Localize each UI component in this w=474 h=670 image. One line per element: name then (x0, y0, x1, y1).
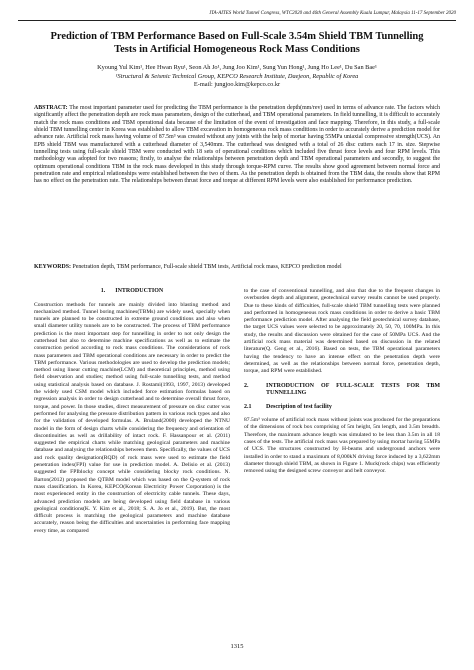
introduction-continued-paragraph: to the case of conventional tunnelling, and also that due to the frequent changes in overburden depth and alignment, geotechnical survey results cannot be used properly. Due to these kinds of difficulties, full-scale shield TBM tunnelling tests were planned and performed in homogeneous rock mass conditions in order to derive a basic TBM performance prediction model. After analysing the field geotechnical survey database, the target UCS values were selected to be approximately 20, 50, 70, 100MPa. In this study, the results and discussion were obtained for the case of 50MPa UCS. And the artificial rock mass material was determined based on discussion in the related literature(Q. Geng et al., 2016). Based on tests, the TBM operational parameters having the tendency to have an intense effect on the penetration depth were determined, as well as the relationships between normal force, penetration depth, torque, and RPM were established. (244, 288, 440, 375)
subsection-heading-test-facility (244, 404, 440, 412)
section-heading-introduction (34, 288, 230, 296)
introduction-paragraph: Construction methods for tunnels are mainly divided into blasting method and mechanized method. Tunnel boring machines(TBMs) are widely used, specially when tunnels are planned to be constructed in extreme ground conditions and also when small diameter utility tunnels are to be constructed. The process of TBM performance prediction is the most important step for tunnelling in order to not only design the cutterhead but also to determine machine specifications as well as to estimate the construction period according to rock mass conditions. The considerations of rock mass parameters and TBM operational conditions are necessary in order to predict the TBM performance. Various methodologies are used to develop the prediction models; method using linear cutting machine(LCM) and theoretical principles, method using field observation and studies; method using full-scale tunnelling tests, and method using statistical analysis based on database. J. Rostami(1993, 1997, 2013) developed the widely used CSM model which included force estimation formulas based on regression analysis in order to design cutterhead and to determine overall thrust force, torque, and power. In those studies, direct measurement of pressure on disc cutter was performed for analysing the pressure distribution pattern in various rock types and also for the validation of developed formulas. A. Bruland(2000) developed the NTNU model in the form of design charts while considering the frequency and orientation of discontinuities as well as drillability of intact rock. F. Hassanpour et al. (2011) suggested the empirical charts while matching geological parameters and machine database and analysing the relationships between them. Specifically, the values of UCS and rock quality designation(RQD) of rock mass were used to estimate the field penetration index(FPI) value for use in prediction model. A. Delisio et al. (2013) suggested the FPIblocky concept while considering blocky rock conditions. N. Barton(2012) proposed the QTBM model which was based on the Q-system of rock mass classification. In Korea, KEPCO(Korean Electricity Power Corporation) is the most experienced entity in the construction of electricity cable tunnels. These days, advanced prediction models are being developed using field database in various geological conditions(K. Y. Kim et al., 2018; S. A. Jo et al., 2019). But, the most difficult process is matching the geological parameters and machine database accurately, reason being the difficulties and uncertainties in performing face mapping every time, as compared (34, 301, 230, 534)
subsection-number: 2.1 (244, 403, 252, 410)
section-heading-full-scale-tests (244, 383, 440, 398)
keywords-text: Penetration depth, TBM performance, Full-scale shield TBM tests, Artificial rock mass, KEPCO prediction model (72, 264, 342, 270)
left-column (34, 288, 230, 542)
section-title: INTRODUCTION OF FULL-SCALE TESTS FOR TBM TUNNELLING (266, 382, 440, 397)
author-list: Kyoung Yul Kim¹, Hee Hwan Ryu¹, Seon Ah Jo¹, Jung Joo Kim¹, Sung Yun Hong¹, Jung Ho Lee¹, Du San Bae¹ (97, 64, 377, 71)
contact-email: E-mail: jungjoo.kim@kepco.co.kr (193, 81, 281, 88)
paper-title: Prediction of TBM Performance Based on Full-Scale 3.54m Shield TBM Tunnelling Tests in Artificial Homogeneous Rock Mass Conditions (50, 31, 424, 55)
running-header: ITA-AITES World Tunnel Congress, WTC2020 and 46th General Assembly Kuala Lumpur, Malaysia 11-17 September 2020 (209, 11, 456, 16)
keywords-label: KEYWORDS: (34, 264, 71, 270)
abstract (34, 105, 440, 186)
author-affiliation: ¹Structural & Seismic Technical Group, KEPCO Research Institute, Daejeon, Republic of Korea (115, 73, 359, 80)
abstract-text: The most important parameter used for predicting the TBM performance is the penetration depth(mm/rev) used in terms of advance rate. The factors which significantly affect the penetration depth are rock mass parameters, design of the cutterhead, and TBM operational parameters. In field tunnelling, it is difficult to accurately match the rock mass conditions and TBM operational data because of the limitation of the event of investigation and face mapping. Therefore, in this study, a full-scale shield TBM tunnelling center in Korea was established to allow TBM excavation in homogeneous rock mass conditions in order to accurately derive a prediction model for advance rate. Artificial rock mass having volume of 87.5m³ was created without any joints with the help of mortar having 55MPa uniaxial compressive strength(UCS). An EPB shield TBM was manufactured with a cutterhead diameter of 3,540mm. The cutterhead was designed with a total of 26 disc cutters each 17 in. size. Stepwise tunnelling tests using full-scale shield TBM were conducted with 18 sets of operational conditions which included five thrust force levels and four RPM levels. This methodology was adopted for two reasons; firstly, to analyse the relationships between penetration depth and TBM operational parameters and secondly, to suggest the optimum operational conditions TBM in the rock mass developed in this study through torque-RPM curve. The results show good agreement between normal force and penetration rate and empirical relationships were established between the two of them. As the penetration depth is obtained from the TBM data, the results show that RPM has no effect on the penetration rate. The relationships between thrust force and torque at different RPM levels were also established for performance prediction. (34, 105, 440, 185)
section-title: INTRODUCTION (115, 288, 164, 294)
subsection-title: Description of test facility (266, 403, 332, 410)
right-column (244, 288, 440, 482)
test-facility-paragraph: 87.5m³ volume of artificial rock mass without joints was produced for the preparations of the dimensions of rock box comprising of 5m height, 5m length, and 3.5m breadth. Therefore, the maximum advance length was simulated to be less than 3.5m in all 18 cases of the tests. The artificial rock mass was prepared by using mortar having 55MPa of UCS. The structures constructed by H-beams and underground anchors were installed in order to stand a maximum of 8,000kN driving force induced by a 3,622mm diameter through shield TBM, as shown in Figure 1. Muck(rock chips) was efficiently removed using the designed screw conveyor and belt conveyor. (244, 417, 440, 475)
section-number: 2. (244, 382, 249, 389)
page-number: 1315 (230, 643, 244, 650)
section-number: 1. (100, 288, 106, 294)
abstract-label: ABSTRACT: (34, 105, 68, 111)
header-divider (18, 20, 456, 21)
keywords (34, 264, 440, 271)
